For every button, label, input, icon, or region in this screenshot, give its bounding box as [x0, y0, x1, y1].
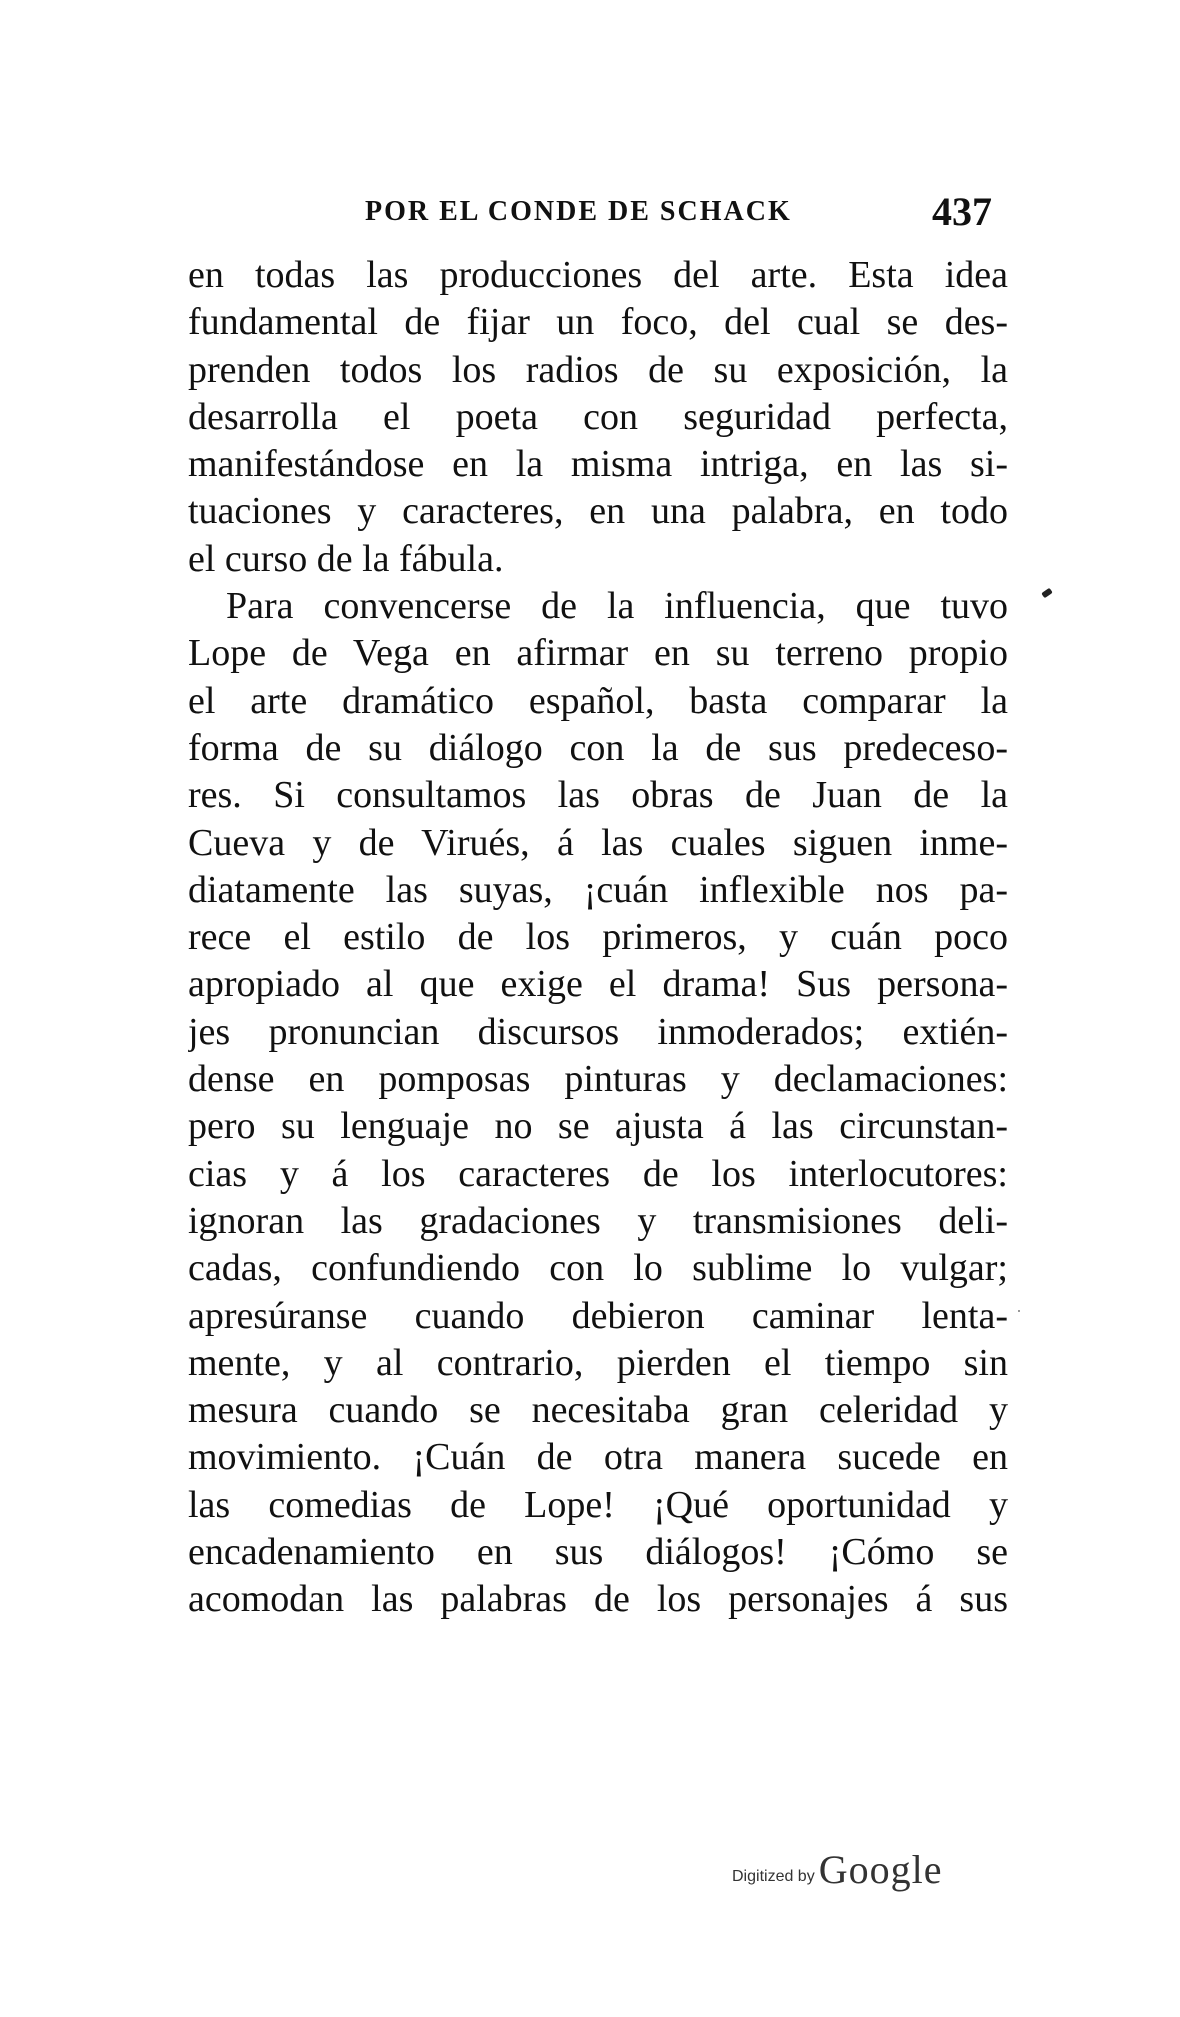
- text-line: desarrolla el poeta con seguridad perfecta,: [188, 395, 1008, 438]
- text-line: cadas, confundiendo con lo sublime lo vulgar;: [188, 1247, 1008, 1290]
- text-line: ignoran las gradaciones y transmisiones deli-: [188, 1199, 1008, 1242]
- text-line: el arte dramático español, basta comparar la: [188, 679, 1008, 722]
- text-line: en todas las producciones del arte. Esta idea: [188, 254, 1008, 296]
- text-line: manifestándose en la misma intriga, en las si-: [188, 443, 1008, 486]
- watermark-prefix: Digitized by: [732, 1868, 815, 1885]
- text-line: Lope de Vega en afirmar en su terreno propio: [188, 632, 1008, 675]
- text-line: encadenamiento en sus diálogos! ¡Cómo se: [188, 1531, 1008, 1574]
- digitized-watermark: [732, 1846, 942, 1893]
- page-number: 437: [932, 189, 992, 234]
- text-line: diatamente las suyas, ¡cuán inflexible nos pa-: [188, 868, 1008, 911]
- text-line: el curso de la fábula.: [188, 537, 504, 580]
- text-line: jes pronuncian discursos inmoderados; extién-: [188, 1010, 1008, 1053]
- text-line: prenden todos los radios de su exposición, la: [188, 348, 1008, 391]
- text-line: dense en pomposas pinturas y declamaciones:: [188, 1058, 1008, 1101]
- text-line: forma de su diálogo con la de sus predeceso-: [188, 726, 1008, 769]
- text-line: movimiento. ¡Cuán de otra manera sucede en: [188, 1436, 1008, 1479]
- text-line: apresúranse cuando debieron caminar lenta-: [188, 1294, 1008, 1337]
- text-line: pero su lenguaje no se ajusta á las circunstan-: [188, 1105, 1008, 1148]
- text-line: mesura cuando se necesitaba gran celeridad y: [188, 1389, 1008, 1432]
- text-line: mente, y al contrario, pierden el tiempo sin: [188, 1341, 1008, 1384]
- text-line: fundamental de fijar un foco, del cual se des-: [188, 301, 1008, 344]
- text-line: Para convencerse de la influencia, que tuvo: [226, 585, 1008, 628]
- ink-speck: [1018, 1310, 1020, 1312]
- ink-mark: [1041, 588, 1053, 599]
- watermark-brand: Google: [818, 1847, 943, 1892]
- running-head: POR EL CONDE DE SCHACK: [365, 196, 792, 227]
- text-line: rece el estilo de los primeros, y cuán poco: [188, 916, 1008, 959]
- text-line: acomodan las palabras de los personajes á sus: [188, 1578, 1008, 1621]
- text-line: Cueva y de Virués, á las cuales siguen inme-: [188, 821, 1008, 864]
- text-line: res. Si consultamos las obras de Juan de la: [188, 774, 1008, 817]
- body-text: [188, 252, 1008, 1624]
- text-line: apropiado al que exige el drama! Sus persona-: [188, 963, 1008, 1006]
- text-line: las comedias de Lope! ¡Qué oportunidad y: [188, 1483, 1008, 1526]
- text-line: cias y á los caracteres de los interlocutores:: [188, 1152, 1008, 1195]
- text-line: tuaciones y caracteres, en una palabra, en todo: [188, 490, 1008, 533]
